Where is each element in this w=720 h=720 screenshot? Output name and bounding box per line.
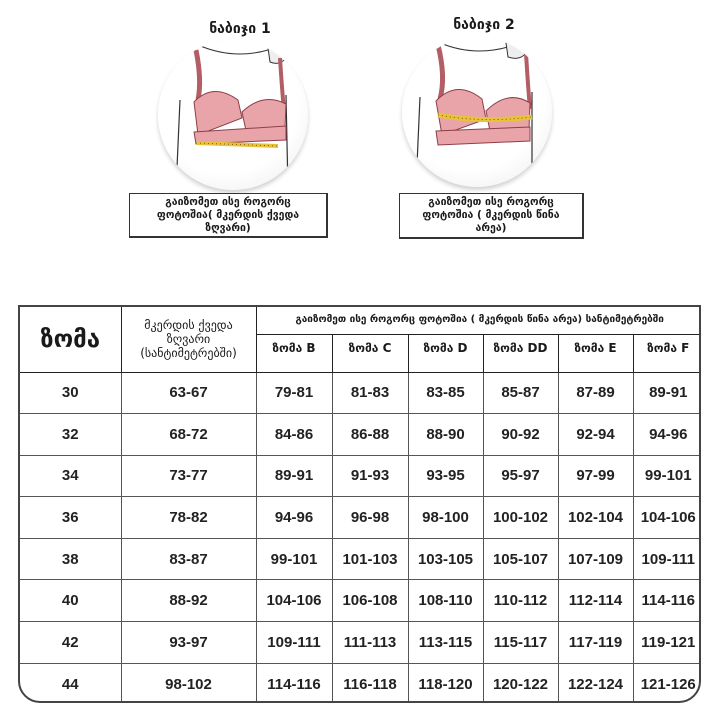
bust-range-cell: 81-83 bbox=[332, 372, 408, 414]
table-row bbox=[20, 455, 701, 497]
header-cup-b: ზომა B bbox=[256, 334, 332, 372]
step-1-caption: გაიზომეთ ისე როგორც ფოტოშია( მკერდის ქვედა ზღვარი) bbox=[129, 193, 328, 238]
bust-range-cell: 109-111 bbox=[633, 538, 701, 580]
bust-range-cell: 89-91 bbox=[256, 455, 332, 497]
bust-range-cell: 116-118 bbox=[332, 663, 408, 703]
bust-range-cell: 118-120 bbox=[408, 663, 483, 703]
table-row bbox=[20, 372, 701, 414]
step-2-title: ნაბიჯი 2 bbox=[453, 17, 515, 33]
header-size: ზომა bbox=[20, 307, 121, 372]
bust-range-cell: 97-99 bbox=[558, 455, 633, 497]
step-2-illustration bbox=[402, 37, 552, 187]
band-size-cell: 44 bbox=[20, 663, 121, 703]
bust-range-cell: 119-121 bbox=[633, 622, 701, 664]
underbust-cell: 68-72 bbox=[121, 414, 256, 456]
table-row bbox=[20, 497, 701, 539]
bust-range-cell: 111-113 bbox=[332, 622, 408, 664]
underbust-cell: 83-87 bbox=[121, 538, 256, 580]
bust-range-cell: 104-106 bbox=[633, 497, 701, 539]
bust-range-cell: 79-81 bbox=[256, 372, 332, 414]
band-size-cell: 34 bbox=[20, 455, 121, 497]
bust-range-cell: 115-117 bbox=[483, 622, 558, 664]
bust-range-cell: 106-108 bbox=[332, 580, 408, 622]
bra-size-table bbox=[18, 305, 701, 703]
band-size-cell: 40 bbox=[20, 580, 121, 622]
bra-bust-icon bbox=[402, 37, 552, 187]
bust-range-cell: 96-98 bbox=[332, 497, 408, 539]
bust-range-cell: 91-93 bbox=[332, 455, 408, 497]
bust-range-cell: 90-92 bbox=[483, 414, 558, 456]
bust-range-cell: 99-101 bbox=[633, 455, 701, 497]
table-row bbox=[20, 580, 701, 622]
header-underbust: მკერდის ქვედა ზღვარი (სანტიმეტრებში) bbox=[121, 307, 256, 372]
underbust-cell: 78-82 bbox=[121, 497, 256, 539]
bust-range-cell: 113-115 bbox=[408, 622, 483, 664]
table-row bbox=[20, 538, 701, 580]
bust-range-cell: 92-94 bbox=[558, 414, 633, 456]
step-1-title: ნაბიჯი 1 bbox=[209, 21, 271, 37]
step-1-illustration bbox=[158, 40, 308, 190]
header-cup-f: ზომა F bbox=[633, 334, 701, 372]
underbust-cell: 88-92 bbox=[121, 580, 256, 622]
bust-range-cell: 110-112 bbox=[483, 580, 558, 622]
bust-range-cell: 105-107 bbox=[483, 538, 558, 580]
bust-range-cell: 114-116 bbox=[633, 580, 701, 622]
bust-range-cell: 86-88 bbox=[332, 414, 408, 456]
bust-range-cell: 109-111 bbox=[256, 622, 332, 664]
table-row bbox=[20, 414, 701, 456]
bust-range-cell: 108-110 bbox=[408, 580, 483, 622]
table-row bbox=[20, 622, 701, 664]
underbust-cell: 73-77 bbox=[121, 455, 256, 497]
bust-range-cell: 104-106 bbox=[256, 580, 332, 622]
bust-range-cell: 122-124 bbox=[558, 663, 633, 703]
bust-range-cell: 83-85 bbox=[408, 372, 483, 414]
band-size-cell: 32 bbox=[20, 414, 121, 456]
header-cup-d: ზომა D bbox=[408, 334, 483, 372]
band-size-cell: 36 bbox=[20, 497, 121, 539]
bust-range-cell: 88-90 bbox=[408, 414, 483, 456]
bust-range-cell: 99-101 bbox=[256, 538, 332, 580]
bust-range-cell: 94-96 bbox=[256, 497, 332, 539]
bust-range-cell: 85-87 bbox=[483, 372, 558, 414]
underbust-cell: 98-102 bbox=[121, 663, 256, 703]
bust-range-cell: 121-126 bbox=[633, 663, 701, 703]
bust-range-cell: 101-103 bbox=[332, 538, 408, 580]
bust-range-cell: 87-89 bbox=[558, 372, 633, 414]
bust-range-cell: 114-116 bbox=[256, 663, 332, 703]
bust-range-cell: 93-95 bbox=[408, 455, 483, 497]
band-size-cell: 38 bbox=[20, 538, 121, 580]
step-2-caption: გაიზომეთ ისე როგორც ფოტოშია ( მკერდის წინა არეა) bbox=[399, 193, 584, 239]
bust-range-cell: 89-91 bbox=[633, 372, 701, 414]
header-bust-group: გაიზომეთ ისე როგორც ფოტოშია ( მკერდის წინა არეა) სანტიმეტრებში bbox=[256, 307, 701, 334]
bust-range-cell: 112-114 bbox=[558, 580, 633, 622]
bust-range-cell: 120-122 bbox=[483, 663, 558, 703]
bust-range-cell: 95-97 bbox=[483, 455, 558, 497]
bust-range-cell: 94-96 bbox=[633, 414, 701, 456]
bra-underbust-icon bbox=[158, 40, 308, 190]
bust-range-cell: 100-102 bbox=[483, 497, 558, 539]
bust-range-cell: 102-104 bbox=[558, 497, 633, 539]
bust-range-cell: 117-119 bbox=[558, 622, 633, 664]
table-row bbox=[20, 663, 701, 703]
underbust-cell: 63-67 bbox=[121, 372, 256, 414]
bust-range-cell: 103-105 bbox=[408, 538, 483, 580]
underbust-cell: 93-97 bbox=[121, 622, 256, 664]
band-size-cell: 30 bbox=[20, 372, 121, 414]
bust-range-cell: 84-86 bbox=[256, 414, 332, 456]
header-cup-c: ზომა C bbox=[332, 334, 408, 372]
header-cup-dd: ზომა DD bbox=[483, 334, 558, 372]
bust-range-cell: 107-109 bbox=[558, 538, 633, 580]
header-cup-e: ზომა E bbox=[558, 334, 633, 372]
band-size-cell: 42 bbox=[20, 622, 121, 664]
bust-range-cell: 98-100 bbox=[408, 497, 483, 539]
